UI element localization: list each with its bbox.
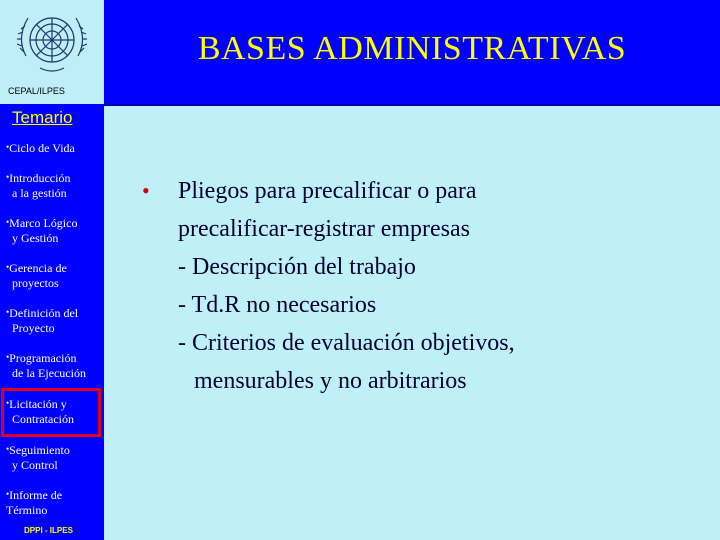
bullet-icon: • bbox=[6, 489, 10, 499]
sidebar-item-programacion[interactable] bbox=[6, 350, 102, 381]
content-line: precalificar-registrar empresas bbox=[178, 216, 471, 242]
sidebar-item-marco-logico[interactable] bbox=[6, 215, 102, 246]
bullet-icon: • bbox=[6, 142, 10, 152]
bullet-icon: • bbox=[142, 178, 150, 203]
sidebar-item-ciclo-de-vida[interactable] bbox=[6, 140, 102, 156]
sidebar-item-label: Ciclo de Vida bbox=[9, 141, 75, 155]
sidebar-item-label-2: proyectos bbox=[12, 276, 59, 290]
sidebar-item-label: Programación bbox=[9, 351, 77, 365]
content-line: - Td.R no necesarios bbox=[178, 292, 377, 318]
sidebar-item-seguimiento[interactable] bbox=[6, 442, 102, 473]
content-line: Pliegos para precalificar o para bbox=[178, 178, 477, 204]
content-line: - Descripción del trabajo bbox=[178, 254, 416, 280]
sidebar-item-licitacion[interactable] bbox=[6, 396, 102, 427]
bullet-icon: • bbox=[6, 444, 10, 454]
footer-code: DPPI - ILPES bbox=[24, 526, 73, 535]
sidebar-item-label: Marco Lógico bbox=[9, 216, 78, 230]
bullet-icon: • bbox=[6, 398, 10, 408]
bullet-icon: • bbox=[6, 352, 10, 362]
sidebar-item-label-2: y Control bbox=[12, 458, 58, 472]
content-line: mensurables y no arbitrarios bbox=[194, 368, 467, 394]
org-label: CEPAL/ILPES bbox=[8, 86, 65, 96]
content-body bbox=[142, 172, 710, 400]
logo-area bbox=[0, 0, 104, 104]
sidebar-item-definicion[interactable] bbox=[6, 305, 102, 336]
sidebar-item-label-2: a la gestión bbox=[12, 186, 67, 200]
sidebar-heading: Temario bbox=[12, 108, 73, 127]
sidebar-item-label-2: Contratación bbox=[12, 412, 74, 426]
sidebar-item-gerencia[interactable] bbox=[6, 260, 102, 291]
sidebar-item-label: Introducción bbox=[9, 171, 71, 185]
divider bbox=[104, 104, 720, 106]
sidebar-item-label: Informe de bbox=[9, 488, 63, 502]
bullet-icon: • bbox=[6, 217, 10, 227]
sidebar-item-label-2: Proyecto bbox=[12, 321, 55, 335]
sidebar-item-label: Seguimiento bbox=[9, 443, 70, 457]
sidebar-item-label-2: y Gestión bbox=[12, 231, 59, 245]
slide-title: BASES ADMINISTRATIVAS bbox=[197, 30, 627, 67]
content-line: - Criterios de evaluación objetivos, bbox=[178, 330, 515, 356]
sidebar-item-label: Licitación y bbox=[9, 397, 67, 411]
sidebar-item-introduccion[interactable] bbox=[6, 170, 102, 201]
bullet-icon: • bbox=[6, 262, 10, 272]
un-emblem-icon bbox=[10, 6, 94, 76]
sidebar-item-label: Gerencia de bbox=[9, 261, 67, 275]
sidebar-item-informe[interactable] bbox=[6, 487, 102, 518]
bullet-icon: • bbox=[6, 307, 10, 317]
bullet-icon: • bbox=[6, 172, 10, 182]
sidebar-item-label-2: de la Ejecución bbox=[12, 366, 86, 380]
sidebar-item-label: Definición del bbox=[9, 306, 79, 320]
sidebar-item-label-2: Término bbox=[6, 503, 48, 517]
